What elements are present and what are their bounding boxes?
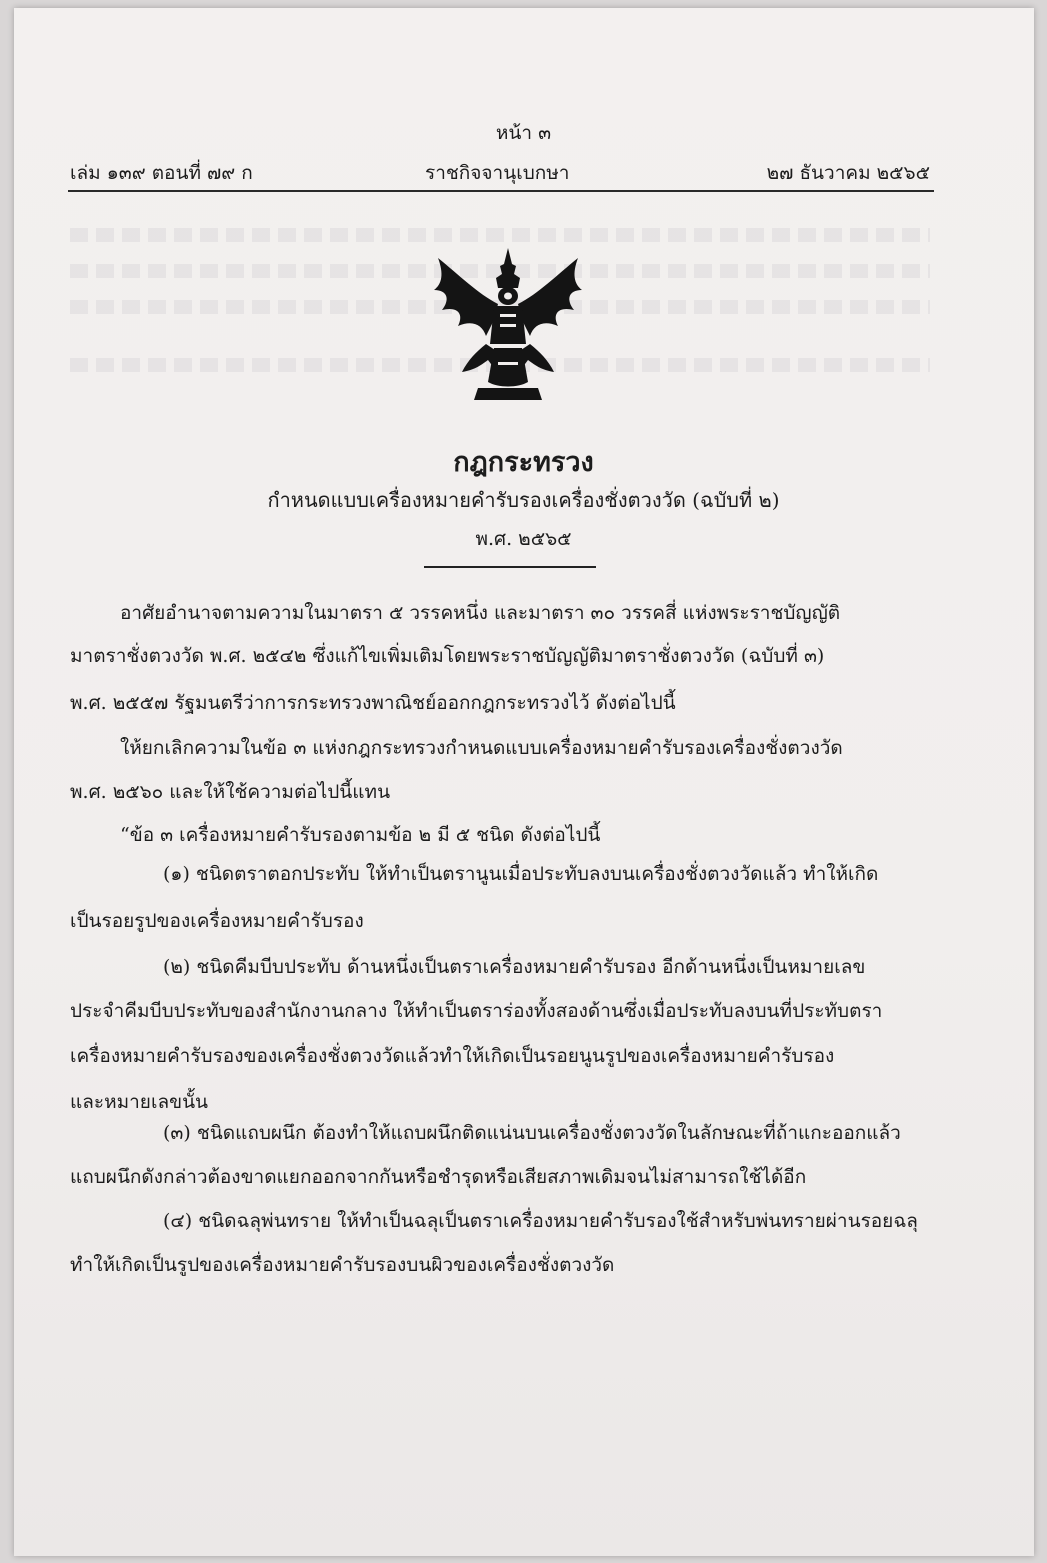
item-2-line: ประจำคีมบีบประทับของสำนักงานกลาง ให้ทำเป็นตราร่องทั้งสองด้านซึ่งเมื่อประทับลงบนที่ประทับตรา [70,1000,883,1022]
clause-heading: “ข้อ ๓ เครื่องหมายคำรับรองตามข้อ ๒ มี ๕ ชนิด ดังต่อไปนี้ [120,824,601,846]
preamble-line: พ.ศ. ๒๕๕๗ รัฐมนตรีว่าการกระทรวงพาณิชย์ออกกฎกระทรวงไว้ ดังต่อไปนี้ [70,692,676,714]
title-divider [424,566,596,568]
garuda-emblem-icon [428,244,588,404]
item-1-line: (๑) ชนิดตราตอกประทับ ให้ทำเป็นตรานูนเมื่อประทับลงบนเครื่องชั่งตวงวัดแล้ว ทำให้เกิด [163,863,879,885]
item-2-line: เครื่องหมายคำรับรองของเครื่องชั่งตวงวัดแล้วทำให้เกิดเป็นรอยนูนรูปของเครื่องหมายคำรับรอง [70,1045,835,1067]
volume-issue: เล่ม ๑๓๙ ตอนที่ ๗๙ ก [70,162,253,184]
repeal-line: พ.ศ. ๒๕๖๐ และให้ใช้ความต่อไปนี้แทน [70,781,391,803]
gazette-name: ราชกิจจานุเบกษา [425,162,570,184]
page-number: หน้า ๓ [495,122,552,144]
bleed-through-line [70,228,930,242]
item-3-line: แถบผนึกดังกล่าวต้องขาดแยกออกจากกันหรือชำรุดหรือเสียสภาพเดิมจนไม่สามารถใช้ได้อีก [70,1166,807,1188]
item-4-line: ทำให้เกิดเป็นรูปของเครื่องหมายคำรับรองบนผิวของเครื่องชั่งตวงวัด [70,1254,615,1276]
document-year: พ.ศ. ๒๕๖๕ [475,528,572,550]
document-title: กฎกระทรวง [453,447,594,478]
item-2-line: (๒) ชนิดคีมบีบประทับ ด้านหนึ่งเป็นตราเครื่องหมายคำรับรอง อีกด้านหนึ่งเป็นหมายเลข [163,956,866,978]
publication-date: ๒๗ ธันวาคม ๒๕๖๕ [766,162,930,184]
header-divider [68,190,934,192]
gazette-header [70,158,930,188]
preamble-line: มาตราชั่งตวงวัด พ.ศ. ๒๕๔๒ ซึ่งแก้ไขเพิ่มเติมโดยพระราชบัญญัติมาตราชั่งตวงวัด (ฉบับที่ ๓) [70,645,825,667]
preamble-line: อาศัยอำนาจตามความในมาตรา ๕ วรรคหนึ่ง และมาตรา ๓๐ วรรคสี่ แห่งพระราชบัญญัติ [120,602,841,624]
item-1-line: เป็นรอยรูปของเครื่องหมายคำรับรอง [70,910,364,932]
item-4-line: (๔) ชนิดฉลุพ่นทราย ให้ทำเป็นฉลุเป็นตราเครื่องหมายคำรับรองใช้สำหรับพ่นทรายผ่านรอยฉลุ [163,1210,918,1232]
repeal-line: ให้ยกเลิกความในข้อ ๓ แห่งกฎกระทรวงกำหนดแบบเครื่องหมายคำรับรองเครื่องชั่งตวงวัด [120,737,843,759]
item-2-line: และหมายเลขนั้น [70,1091,209,1113]
document-subtitle: กำหนดแบบเครื่องหมายคำรับรองเครื่องชั่งตวงวัด (ฉบับที่ ๒) [267,488,780,512]
item-3-line: (๓) ชนิดแถบผนึก ต้องทำให้แถบผนึกติดแน่นบนเครื่องชั่งตวงวัดในลักษณะที่ถ้าแกะออกแล้ว [163,1122,901,1144]
